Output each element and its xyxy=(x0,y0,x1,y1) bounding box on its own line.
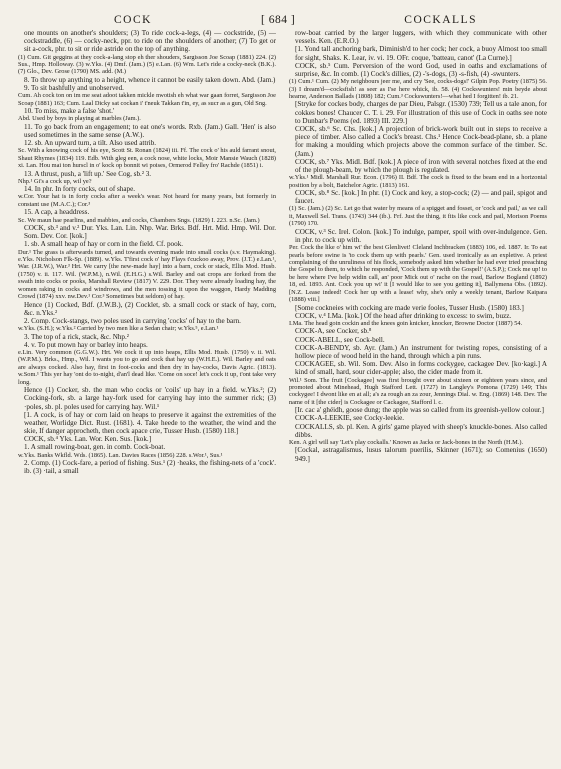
entry-paragraph: COCK-A-LEEKIE, see Cocky-leekie. xyxy=(295,414,405,423)
entry-paragraph: 15. A cap, a headdress. xyxy=(24,208,90,217)
entry-paragraph: 10. To miss, make a false 'shot.' xyxy=(24,107,115,116)
citation-paragraph: Dur.¹ The grass is afterwards turned, and towards evening made into small cocks (s.v. Haymaking). e.Yks. Nicholson Flk-Sp. (1889). w.Yks. T'first cock o' hay Flays t'cuckoo away, Prov. (J.T.) e.Lan.¹, War. (J.R.W.), War.³ Hrt. We carry [the new-made hay] into a barn, cock or stack, Ellis Mod. Husb. (1750) v. ii. 117. Wil. (W.P.M.), n.Wil. (E.H.G.) s.Wil. Barley and oat crops are forked from the swath into cocks or pooks, Marshall Review (1817) V. 229. Dor. They were already loading hay, the women raking in cocks and windrows, and the men tossing it upon the waggon, Hardy Madding Crowd (1874) xxv. nw.Dev.¹ Cor.³ Sometimes but seldom) of hay. xyxy=(18,248,276,301)
entry-paragraph: 1. A small rowing-boat, gen. in comb. Cock-boat. xyxy=(24,443,166,452)
citation-paragraph: w.Yks. Banks Wkfld. Wds. (1865). Lan. Davies Races (1856) 228. s.Wor.¹, Sus.¹ xyxy=(18,451,223,459)
citation-paragraph: Cum. Ah cock ton on im me seat adoot takken mickle nwotish eh what war gaan forret, Sargisson Joe Scoap (1881) 163; Cum. Laal Dicky sat cockan i' t'neuk Takkan t'in, ey, as sucr as a gun, Old Sng. xyxy=(18,92,276,107)
entry-paragraph: COCKAGEE, sb. Wil. Som. Dev. Also in forms cockygee, cackagee Dev. [ko·kagi.] A kind of small, hard, sour cider-apple; also, the cider made from it. xyxy=(295,360,547,377)
citation-paragraph: I.Ma. The head goin cockin and the knees goin knicker, knocker, Browne Doctor (1887) 54. xyxy=(289,319,523,327)
entry-paragraph: 12. sb. An upward turn, a tilt. Also used attrib. xyxy=(24,139,157,148)
citation-paragraph: Nhp.¹ Gi's a cock up, wil ye? xyxy=(18,177,92,185)
entry-paragraph: Hence (1) Cocked, Bdf. (J.W.B.), (2) Cocklet, sb. a small cock or stack of hay, corn, &c. n.Yks.² xyxy=(24,300,276,317)
citation-paragraph: (1) Cum.¹ Cum. (2) My neighbours jeer me, and cry 'See, cocks-dogs!' Gilpin Pop. Poetry (1875) 56. (3) I dream'd—cocksfish! as seer as I'se here whick, ib. 58. (4) Cockswunters! min beyde about hearne, Anderson Ballads (1808) 182; Cum.³ Cockswunters!—what hed I forgitten! ib. 21. xyxy=(289,78,547,100)
entry-paragraph: [Ir. cac a' ghéidh, goose dung; the apple was so called from its greenish-yellow colour.] xyxy=(295,406,544,415)
entry-paragraph: Hence (1) Cocker, sb. the man who cocks or 'coils' up hay in a field. w.Yks.²; (2) Cocking-fork, sb. a large hay-fork used for carrying hay into the summer rick; (3) ·poles, sb. pl. poles used for carrying hay. Wil.¹ xyxy=(24,386,276,411)
entry-paragraph: COCK, sb.⁷ Yks. Midl. Bdf. [kok.] A piece of iron with several notches fixed at the end of the plough-beam, by which the plough is regulated. xyxy=(295,157,547,174)
entry-paragraph: COCK, sb.⁸ Sc. [kok.] In phr. (1) Cock and key, a stop-cock; (2) — and pail, spigot and faucet. xyxy=(295,189,547,206)
entry-paragraph: COCKALLS, sb. pl. Ken. A girls' game played with sheep's knuckle-bones. Also called dibbs. xyxy=(295,422,547,439)
entry-paragraph: 1. sb. A small heap of hay or corn in the field. Cf. pook. xyxy=(24,240,184,249)
entry-paragraph: 8. To throw up anything to a height, whence it cannot be easily taken down. Abd. (Jam.) xyxy=(24,75,276,84)
entry-paragraph: COCK-A-BENDY, sb. Ayr. (Jam.) An instrument for twisting ropes, consisting of a hollow piece of wood held in the hand, through which a pin runs. xyxy=(295,343,547,360)
entry-paragraph: 3. The top of a rick, stack, &c. Nhp.² xyxy=(24,332,129,341)
entry-paragraph: COCK, sb.⁶ Sc. Chs. [kok.] A projection of brick-work built out in steps to receive a piece of timber. Also called a Cock's breast. Chs.¹ Hence Cock-bead-plane, sb. a plane for making a moulding which projects above the common surface of the timber. Sc. (Jam.) xyxy=(295,125,547,158)
entry-paragraph: [Stryke for cockes body, charges de par Dieu, Palsgr. (1530) 739; Tell us a tale anon, for cokkes bones! Chaucer C. T. i. 29. For illustration of this use of Cock in oaths see note to Dunbar's Poems (ed. 1893) III. 229.] xyxy=(295,100,547,125)
citation-paragraph: (1) Sc. (Jam.) (2) Sc. Let go that water by means of a spigget and fosset, or 'cock and pail,' as we call it, Maxwell Sel. Trans. (1743) 344 (ib.). Frf. Just the thing, it fits like cock and pail, Morison Poems (1790) 170. xyxy=(289,205,547,228)
entry-paragraph: [Some cockneies with cocking are made verie fooles, Tusser Husb. (1580) 183.] xyxy=(295,303,524,312)
entry-paragraph: row-boat carried by the larger luggers, with which they communicate with other vessels. Ken. (E.R.O.) xyxy=(295,29,547,46)
citation-paragraph: Ken. A girl will say 'Let's play cockalls.' Known as Jacks or Jack-bones in the North (H.M.). xyxy=(289,439,524,446)
entry-paragraph: COCK, sb.³ and v.² Dur. Yks. Lan. Lin. Nhp. War. Brks. Bdf. Hrt. Mid. Hmp. Wil. Dor. Som. Dev. Cor. [kok.] xyxy=(24,223,276,241)
citation-paragraph: w.Cor. Your hat is in forty cocks after a week's wear. Not heard for many years, but formerly in constant use (M.A.C.); Cor.³ xyxy=(18,193,276,208)
citation-paragraph: w.Yks.¹ Midl. Marshall Rur. Econ. (1796) II. Bdf. The cock is fixed to the beam end in a horizontal position by a bolt, Batchelor Agric. (1813) 161. xyxy=(289,174,547,189)
entry-paragraph: COCK, sb.⁴ Yks. Lan. Wor. Ken. Sus. [kok.] xyxy=(24,435,152,444)
entry-paragraph: 14. In phr. In forty cocks, out of shape. xyxy=(24,185,136,194)
entry-paragraph: one mounts on another's shoulders; (3) To ride cock-a-legs, (4) — cockstride, (5) — cockstraddle, (6) — cocky-neck, ppr. to ride on the shoulders of another; (7) To get or sit a-cock, phr. to sit or ride astride on the top of anything. xyxy=(24,29,276,54)
entry-paragraph: COCK-A, see Cocker, sb.⁸ xyxy=(295,327,372,336)
citation-paragraph: Per. Cock the like o' him wi' the best Glenlivet! Cleland Inchbracken (1883) 106, ed. 1887. Ir. To eat pearls before swine is 'to cock them up with pearls.' Gen. used ironically as an expletive. A priest complaining of the unruliness of his flock, somebody asked him whether he had ever tried preaching the Gospel to them, to which he responded, 'Cock them up with the Gospel!' (A.S.P.); Cock me up! to be here where I've help widin call, an' poor Mick out o' rache on the road, Barlow Bogland (1892) 18, ed. 1893. Ant. Cock you up wi' it [I would like to see you getting it], Ballymena Obs. (1892). [N.Z. Lease indeed! Cock her up with a lease! why, she's only a weekly tenant, Barlow Kaipara (1888) viii.] xyxy=(289,244,547,304)
header-right-headword: COCKALLS xyxy=(404,14,477,26)
entry-paragraph: COCK, v.³ Sc. Irel. Colon. [kok.] To indulge, pamper, spoil with over-indulgence. Gen. in phr. to cock up with. xyxy=(295,227,547,244)
entry-paragraph: [1. A cock, is of hay or corn laid on heaps to preserve it against the extremities of the weather, Worlidge Dict. Rust. (1681). 4. Take heede to the weather, the wind and the skie, If danger approcheth, then cock apace crie, Tusser Husb. (1580) 118.] xyxy=(24,410,276,436)
citation-paragraph: Sc. With a knowing cock of his eye, Scott St. Ronan (1824) iii. Ff. The cock o' his auld farrant snout, Shaut Rhymes (1834) 119. Edb. With gleg een, a cock nose, white locks, Moir Mansie Wauch (1828) xi. Lan. Hou mai ton hurscl in o' kock op bonnit wi poises, Ormerod Felley fro' Rachde (1851) i. xyxy=(18,147,276,170)
entry-paragraph: COCK, sb.⁵ Cum. Perversion of the word God, used in oaths and exclamations of surprise, &c. In comb. (1) Cock's dillies, (2) -'s-dogs, (3) -s-fish, (4) -swunters. xyxy=(295,61,547,78)
entry-paragraph: 13. A thrust, push, a 'lift up.' See Cog, sb.² 3. xyxy=(24,169,152,178)
entry-paragraph: [1. Yond tall anchoring bark, Diminish'd to her cock; her cock, a buoy Almost too small for sight, Shaks. K. Lear, iv. vi. 19. OFr. coque, 'batteau, canot' (La Curne).] xyxy=(295,45,547,62)
entry-paragraph: 4. v. To put mown hay or barley into heaps. xyxy=(24,340,148,349)
page-number: [ 684 ] xyxy=(261,14,296,26)
entry-paragraph: 2. Comp. Cock-stangs, two poles used in carrying 'cocks' of hay to the barn. xyxy=(24,316,241,325)
left-column xyxy=(18,29,276,475)
entry-paragraph: 2. Comp. (1) Cock-fare, a period of fishing. Sus.¹ (2) ·heaks, the fishing-nets of a 'cock'. ib. (3) ·tail, a small xyxy=(24,459,276,476)
entry-paragraph: [Cockal, astragalismus, lusus talorum puerilis, Skinner (1671); so Comenius (1650) 949.] xyxy=(295,446,547,463)
entry-paragraph: 11. To go back from an engagement; to eat one's words. Rxb. (Jam.) Gall. 'Hen' is also used sometimes in the same sense (A.W.). xyxy=(24,122,276,139)
citation-paragraph: Abd. Used by boys in playing at marbles (Jam.). xyxy=(18,115,141,123)
page-header xyxy=(18,14,547,26)
entry-paragraph: COCK, v.⁴ I.Ma. [kok.] Of the head after drinking to excess: to swim, buzz. xyxy=(295,311,512,320)
citation-paragraph: w.Yks. (S.H.); w.Yks.² Carried by two men like a Sedan chair; w.Yks.⁵, e.Lan.¹ xyxy=(18,325,219,333)
entry-paragraph: 9. To sit bashfully and unobserved. xyxy=(24,84,124,93)
header-left-headword: COCK xyxy=(114,14,152,26)
citation-paragraph: Sc. We maun hae pearlins, and mabbies, and cocks, Chambers Sngs. (1829) I. 223. n.Sc. (Jam.) xyxy=(18,216,260,224)
entry-paragraph: COCK-ABELL, see Cock-bell. xyxy=(295,335,385,344)
citation-paragraph: e.Lin. Very common (G.G.W.). Hrt. We cock it up into heaps, Ellis Mod. Husb. (1750) v. ii. Wil. (W.P.M.). Brks., Hmp., Wil. I wants you to go and cock that hay up (W.H.E.). Wil. Barley and oats are always cocked. Also hay, first in foot-cocks and then dry in hay-cocks, Davis Agric. (1813). w.Som.¹ This yer hay 'ont do to-night, d'an'l dead like. 'Come on soce! let's cock it up, t'ont take very long. xyxy=(18,348,276,386)
citation-paragraph: Wil.¹ Som. The fruit [Cockagee] was first brought over about sixteen or eighteen years since, and promoted about Minehead, Hugh Stafford Lett. (1727) in Langley's Pomona (1729) 149; This cockygee! I dwont like en at all; a's za rough an za zour, Jennings Dial. w. Eng. (1869) 148. Dev. The name of it [the cider] is Cockagee or Cackagee, Stafford l. c. xyxy=(289,376,547,406)
citation-paragraph: (1) Cum. Git geggins at they cock-a-lang stop eh ther shouders, Sargisson Joe Scoap (1881) 224. (2) Sus., Hmp. Holloway. (3) w.Yks. (4) Dmf. (Jam.) (5) e.Lan. (6) Wm. Let's ride a cocky-neck (B.K.). (7) Glo., Dev. Grose (1790) MS. add. (M.) xyxy=(18,53,276,76)
right-column xyxy=(289,29,547,475)
